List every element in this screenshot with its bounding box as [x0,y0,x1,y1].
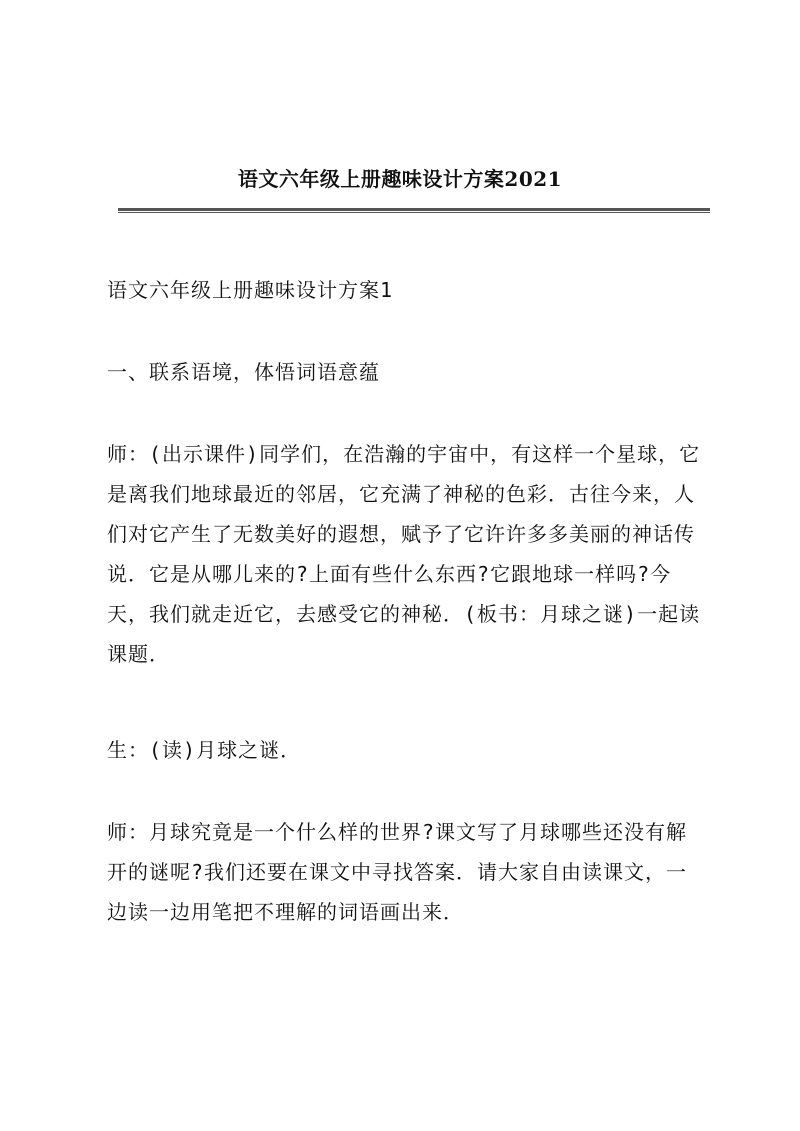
section-subtitle: 语文六年级上册趣味设计方案1 [107,278,394,302]
document-title: 语文六年级上册趣味设计方案2021 [237,167,563,191]
paragraph-teacher-intro: 师：(出示课件)同学们，在浩瀚的宇宙中，有这样一个星球，它是离我们地球最近的邻居，它充满了神秘的色彩．古往今来，人们对它产生了无数美好的遐想，赋予了它许许多多美丽的神话传说．它是从哪儿来的?上面有些什么东西?它跟地球一样吗?今天，我们就走近它，去感受它的神秘．(板书：月球之谜)一起读课题． [107,442,701,666]
paragraph-teacher-question: 师：月球究竟是一个什么样的世界?课文写了月球哪些还没有解开的谜呢?我们还要在课文中寻找答案．请大家自由读课文，一边读一边用笔把不理解的词语画出来． [107,820,688,924]
section-heading: 一、联系语境，体悟词语意蕴 [107,360,380,384]
title-divider [118,208,710,213]
paragraph-student-reply: 生：(读)月球之谜． [107,738,302,762]
